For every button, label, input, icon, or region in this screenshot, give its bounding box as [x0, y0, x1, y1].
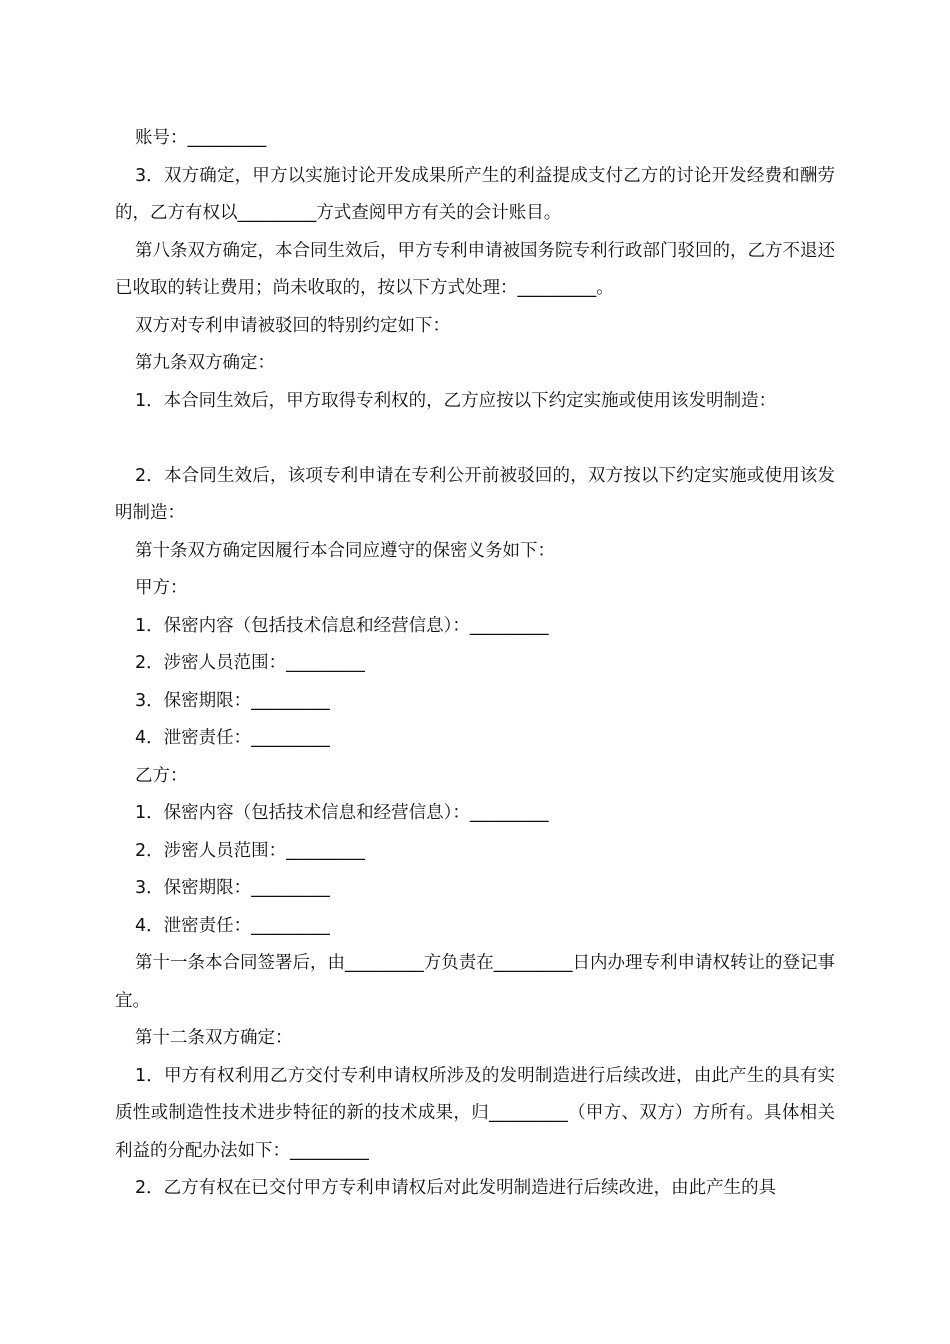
paragraph-party-b-item-1: 1．保密内容（包括技术信息和经营信息）：_________	[135, 803, 549, 823]
paragraph-clause-7-3: 3．双方确定，甲方以实施讨论开发成果所产生的利益提成支付乙方的讨论开发经费和酬劳的，乙方有权以_________方式查阅甲方有关的会计账目。	[115, 165, 835, 223]
paragraph-article-12: 第十二条双方确定：	[135, 1028, 293, 1048]
paragraph-party-b: 乙方：	[135, 765, 188, 786]
paragraph-article-12-2: 2．乙方有权在已交付甲方专利申请权后对此发明制造进行后续改进，由此产生的具	[135, 1178, 777, 1198]
blank-line	[115, 420, 835, 458]
paragraph-party-a-item-4: 4．泄密责任：_________	[135, 728, 330, 748]
paragraph-party-b-item-3: 3．保密期限：_________	[135, 878, 330, 898]
paragraph-party-a-item-3: 3．保密期限：_________	[135, 690, 330, 711]
paragraph-party-b-item-2: 2．涉密人员范围：_________	[135, 840, 365, 861]
paragraph-rejection-special-terms: 双方对专利申请被驳回的特别约定如下：	[135, 315, 450, 336]
paragraph-article-9: 第九条双方确定：	[135, 353, 275, 373]
paragraph-article-9-1: 1．本合同生效后，甲方取得专利权的，乙方应按以下约定实施或使用该发明制造：	[135, 390, 777, 411]
document-body	[115, 120, 835, 1208]
paragraph-article-8: 第八条双方确定，本合同生效后，甲方专利申请被国务院专利行政部门驳回的，乙方不退还已收取的转让费用；尚未收取的，按以下方式处理：_________。	[115, 240, 835, 298]
paragraph-article-9-2: 2．本合同生效后，该项专利申请在专利公开前被驳回的，双方按以下约定实施或使用该发明制造：	[115, 465, 835, 523]
paragraph-party-a-item-2: 2．涉密人员范围：_________	[135, 653, 365, 673]
paragraph-party-a: 甲方：	[135, 578, 188, 598]
paragraph-article-12-1: 1．甲方有权利用乙方交付专利申请权所涉及的发明制造进行后续改进，由此产生的具有实质性或制造性技术进步特征的新的技术成果，归_________（甲方、双方）方所有。具体相关利益的分配办法如下：_________	[115, 1065, 835, 1161]
paragraph-party-b-item-4: 4．泄密责任：_________	[135, 915, 330, 936]
paragraph-article-10: 第十条双方确定因履行本合同应遵守的保密义务如下：	[135, 540, 555, 561]
paragraph-article-11: 第十一条本合同签署后，由_________方负责在_________日内办理专利申请权转让的登记事宜。	[115, 953, 835, 1011]
paragraph-account: 账号：_________	[135, 128, 267, 148]
paragraph-party-a-item-1: 1．保密内容（包括技术信息和经营信息）：_________	[135, 615, 549, 636]
